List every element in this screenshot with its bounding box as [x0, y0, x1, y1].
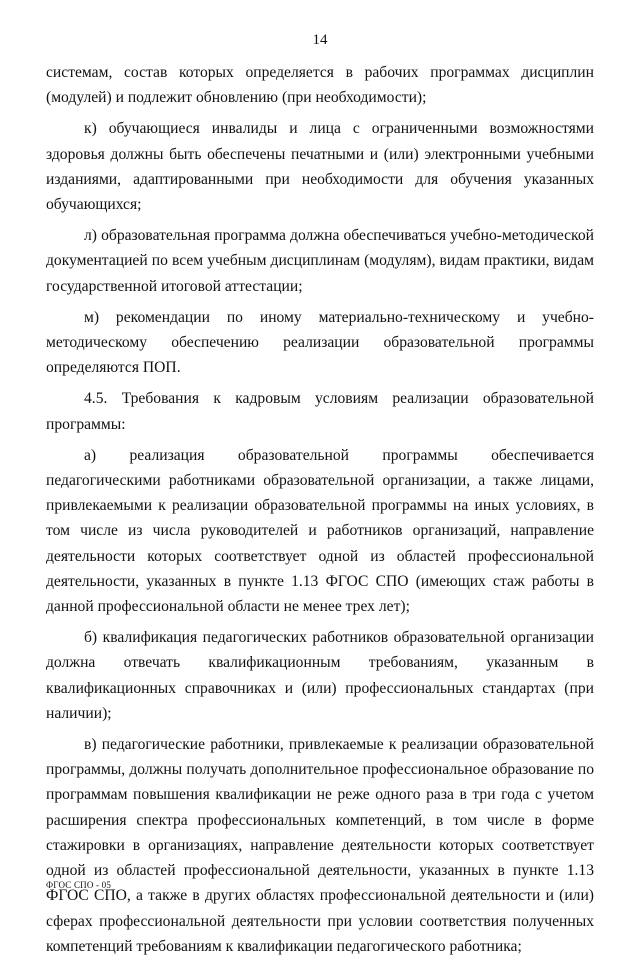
paragraph-v: в) педагогические работники, привлекаемые к реализации образовательной программы, должны получать дополнительное профессиональное образование по программам повышения квалификации не реже одного раза в три года с учетом расширения спектра профессиональных компетенций, в том числе в форме стажировки в организациях, направление деятельности которых соответствует одной из областей профессиональной деятельности, указанных в пункте 1.13 ФГОС СПО, а также в других областях профессиональной деятельности и (или) сферах профессиональной деятельности при условии соответствия полученных компетенций требованиям к квалификации педагогического работника;: [46, 736, 594, 955]
paragraph-continuation: системам, состав которых определяется в рабочих программах дисциплин (модулей) и подлежит обновлению (при необходимости);: [46, 64, 594, 107]
paragraph-k: к) обучающиеся инвалиды и лица с ограниченными возможностями здоровья должны быть обеспечены печатными и (или) электронными учебными изданиями, адаптированными при необходимости для обучения указанных обучающихся;: [46, 120, 594, 214]
footer-code: ФГОС СПО - 05: [46, 880, 112, 890]
paragraph-b: б) квалификация педагогических работников образовательной организации должна отвечать квалификационным требованиям, указанным в квалификационных справочниках и (или) профессиональных стандартах (при наличии);: [46, 629, 594, 722]
paragraph-a: а) реализация образовательной программы обеспечивается педагогическими работниками образовательной организации, а также лицами, привлекаемыми к реализации образовательной программы на иных условиях, в том числе из числа руководителей и работников организаций, направление деятельности которых соответствует одной из областей профессиональной деятельности, указанных в пункте 1.13 ФГОС СПО (имеющих стаж работы в данной профессиональной области не менее трех лет);: [46, 446, 594, 616]
paragraph-m: м) рекомендации по иному материально-техническому и учебно-методическому обеспечению реализации образовательной программы определяются ПОП.: [46, 308, 594, 377]
section-heading-4-5: 4.5. Требования к кадровым условиям реализации образовательной программы:: [46, 390, 594, 433]
paragraph-l: л) образовательная программа должна обеспечиваться учебно-методической документацией по всем учебным дисциплинам (модулям), видам практики, видам государственной итоговой аттестации;: [46, 227, 594, 295]
page-number: 14: [312, 32, 328, 48]
document-body: [46, 60, 594, 965]
